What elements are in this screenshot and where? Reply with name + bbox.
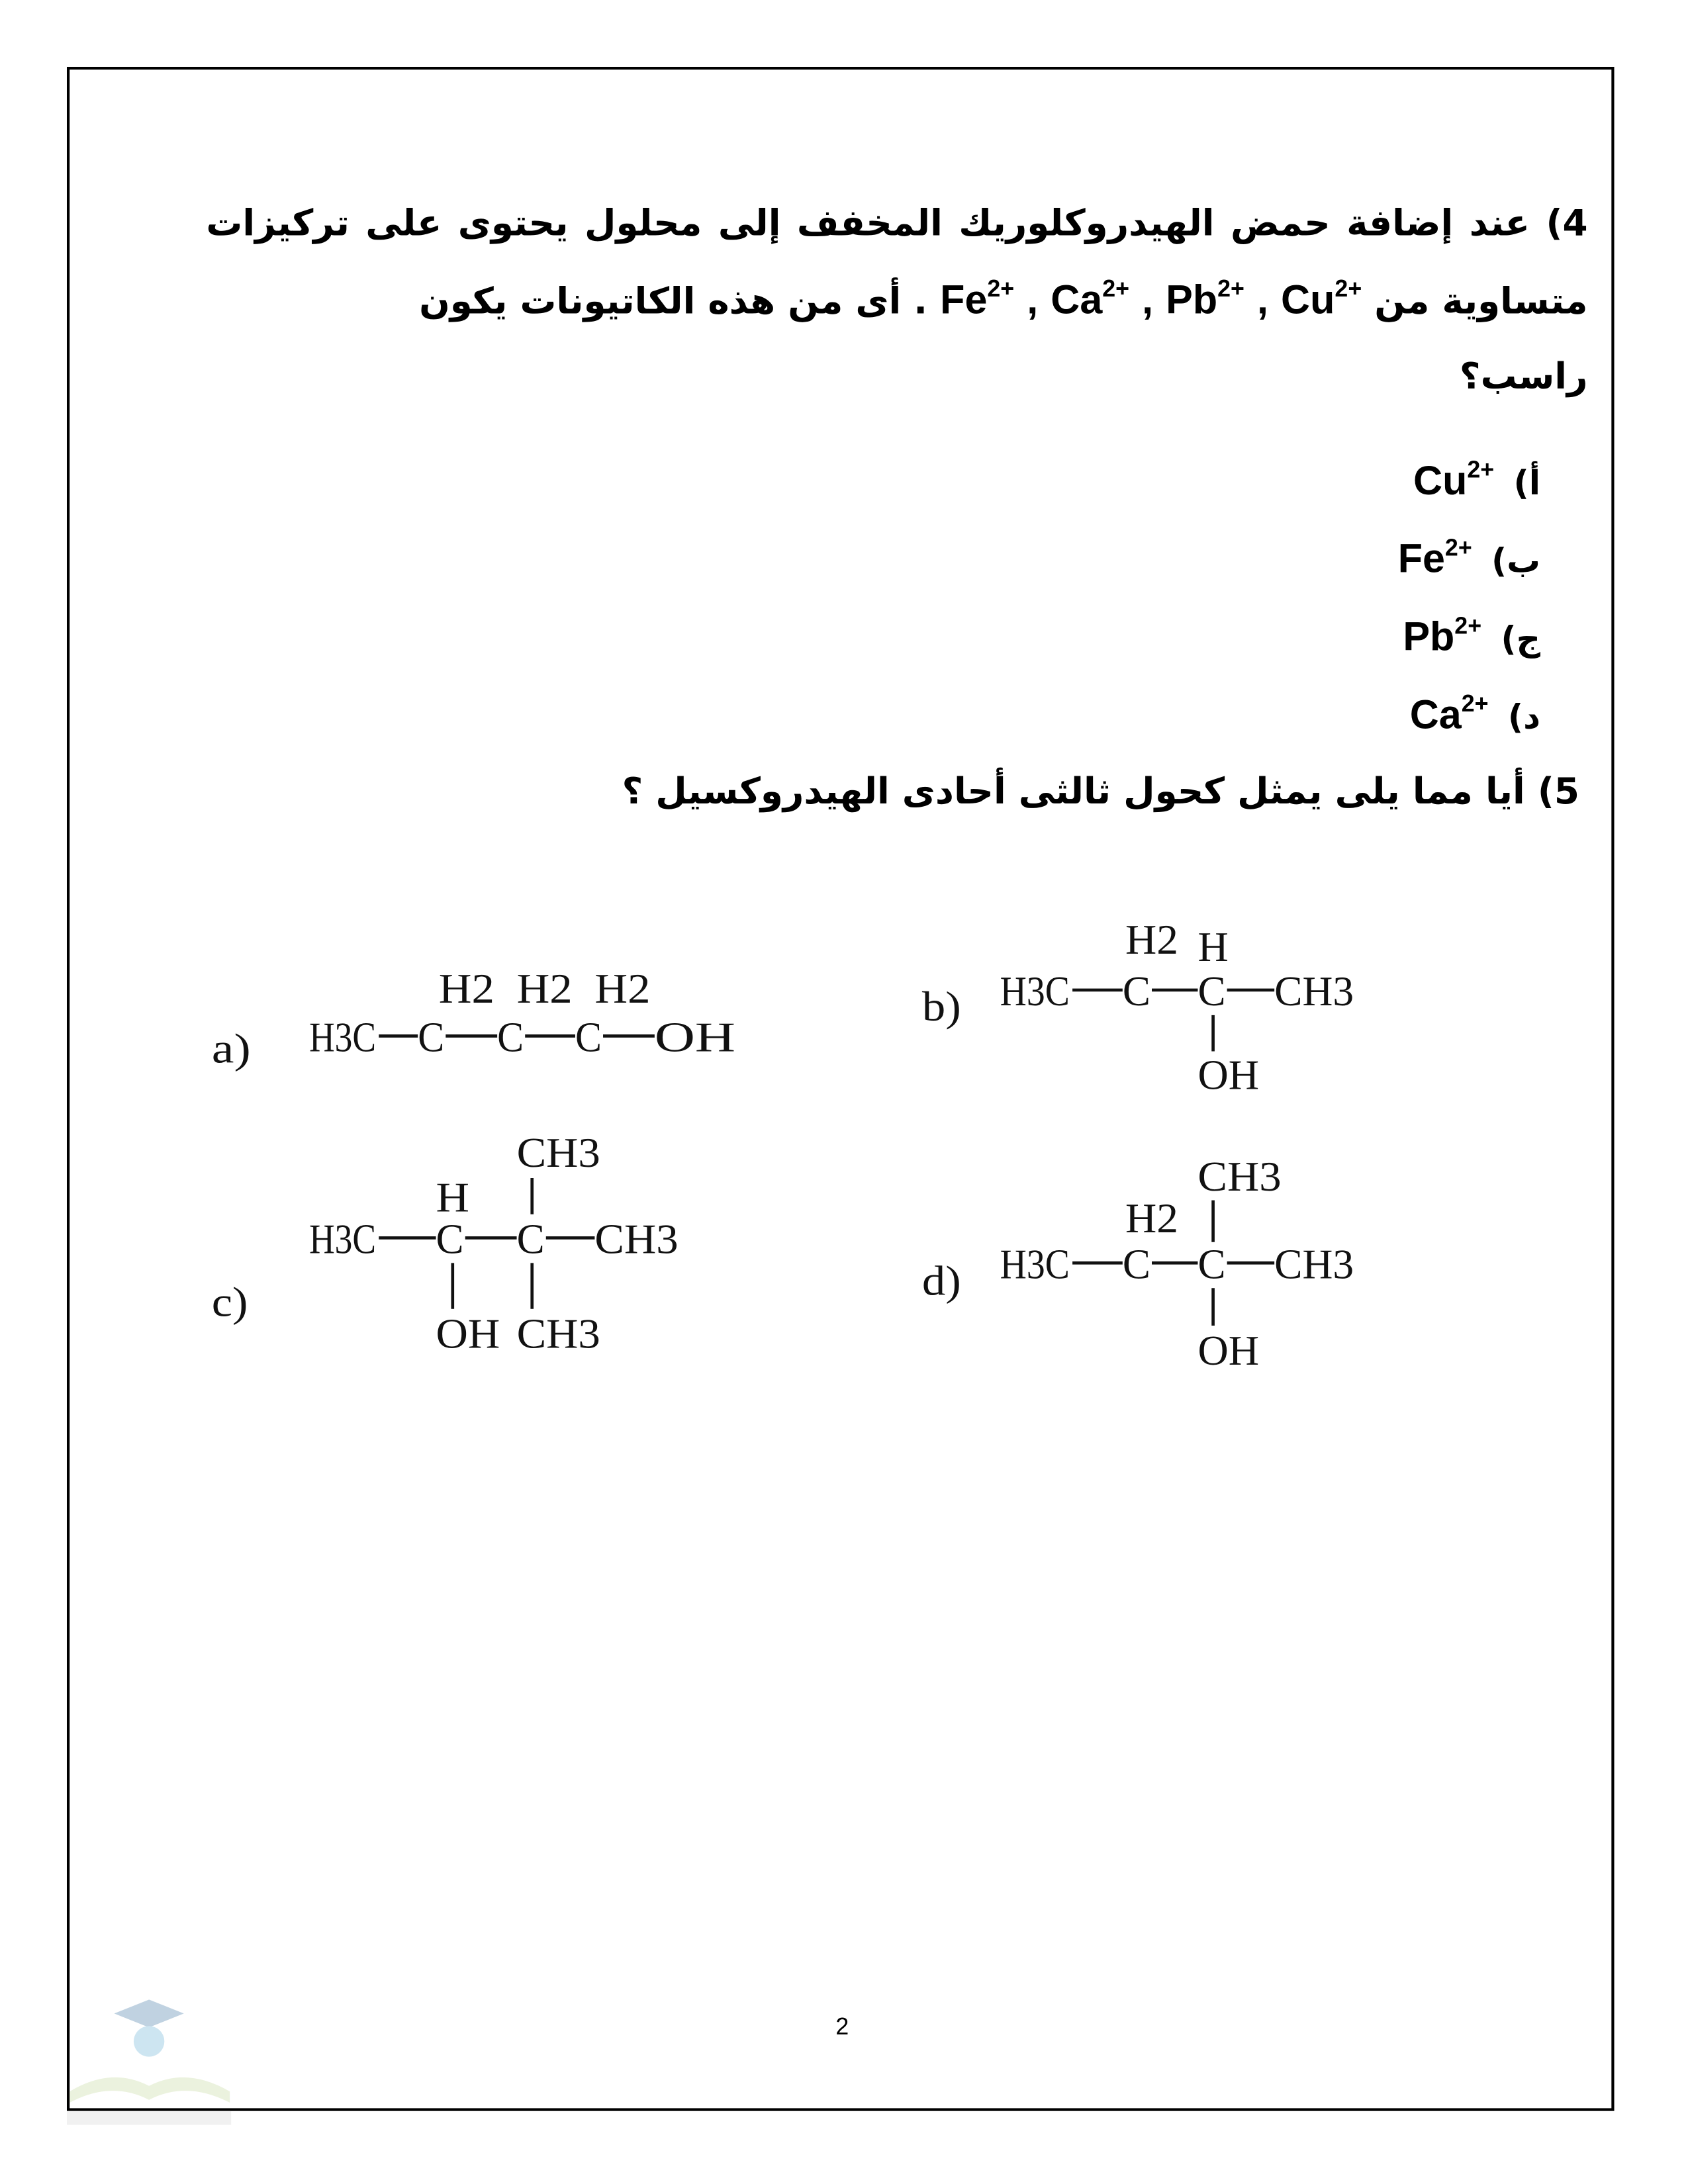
structure-b[interactable] [922,917,1354,1098]
line2-start: متساوية من [1374,281,1588,324]
atom: C [516,1216,545,1263]
atom: H2 [1125,1195,1178,1242]
separator: , [1142,278,1154,324]
atom: CH3 [516,1310,600,1357]
question-5: 5) أيا مما يلى يمثل كحول ثالثى أحادى الهيدروكسيل ؟ [622,771,1579,813]
structure-a[interactable] [212,966,735,1071]
option-letter: ج) [1501,619,1541,659]
atom: H3C [309,1216,377,1263]
ion-symbol: Ca [1409,693,1462,739]
atom: CH3 [1274,968,1354,1015]
ion-symbol: Ca [1051,278,1103,324]
atom: H3C [309,1014,377,1061]
graduation-cap-icon [115,1999,184,2027]
ion-charge: 2+ [1217,275,1244,302]
atom: CH3 [1197,1153,1282,1200]
atom: H3C [1000,968,1070,1015]
structure-label: d) [921,1257,961,1304]
atom: C [418,1014,445,1061]
separator: , [1027,278,1039,324]
atom: CH3 [516,1130,600,1177]
atom: H [1197,923,1229,970]
atom: H3C [1000,1241,1070,1288]
ion-charge: 2+ [1102,275,1130,302]
page-number: 2 [835,2013,849,2040]
watermark-text-bar [67,2111,231,2125]
atom: C [1197,968,1226,1015]
atom: H2 [1125,917,1178,964]
atom: H2 [516,965,573,1012]
structure-label: b) [921,983,961,1030]
ion-symbol: Pb [1403,615,1455,660]
atom: C [1197,1241,1226,1288]
structure-c[interactable] [212,1130,679,1357]
ion-charge: 2+ [1454,612,1482,639]
ion-symbol: Fe [940,278,988,324]
ion-symbol: Cu [1413,459,1468,504]
ion-charge: 2+ [1335,275,1362,302]
atom: H2 [594,965,651,1012]
option-letter: أ) [1513,463,1541,503]
ion-symbol: Cu [1281,278,1335,324]
atom: C [497,1014,524,1061]
option-letter: د) [1508,698,1541,737]
ion-symbol: Fe [1397,537,1445,582]
atom: C [1122,1241,1150,1288]
atom: OH [1197,1327,1260,1374]
ion-charge: 2+ [987,275,1015,302]
ion-charge: 2+ [1461,690,1489,717]
ion-symbol: Pb [1166,278,1218,324]
atom: OH [654,1014,735,1061]
head-icon [134,2026,164,2056]
atom: H [436,1174,470,1221]
atom: CH3 [1274,1241,1354,1288]
question-4-line-1: 4) عند إضافة حمض الهيدروكلوريك المخفف إلى محلول يحتوى على تركيزات [206,203,1588,246]
atom: C [575,1014,602,1061]
structure-label: c) [211,1279,248,1326]
atom: H2 [438,965,494,1012]
question-4-line-3: راسب؟ [1459,356,1588,398]
atom: CH3 [594,1216,679,1263]
atom: OH [436,1310,500,1357]
structure-label: a) [211,1025,251,1072]
ion-charge: 2+ [1444,534,1472,561]
structure-d[interactable] [922,1154,1354,1374]
watermark-logo [56,1994,244,2133]
ion-charge: 2+ [1467,457,1495,484]
line2-end: . أى من هذه الكاتيونات يكون [419,281,928,324]
atom: C [1122,968,1150,1015]
book-icon [70,2077,230,2103]
option-letter: ب) [1491,541,1541,581]
atom: OH [1197,1052,1260,1099]
separator: , [1257,278,1268,324]
atom: C [436,1216,464,1263]
